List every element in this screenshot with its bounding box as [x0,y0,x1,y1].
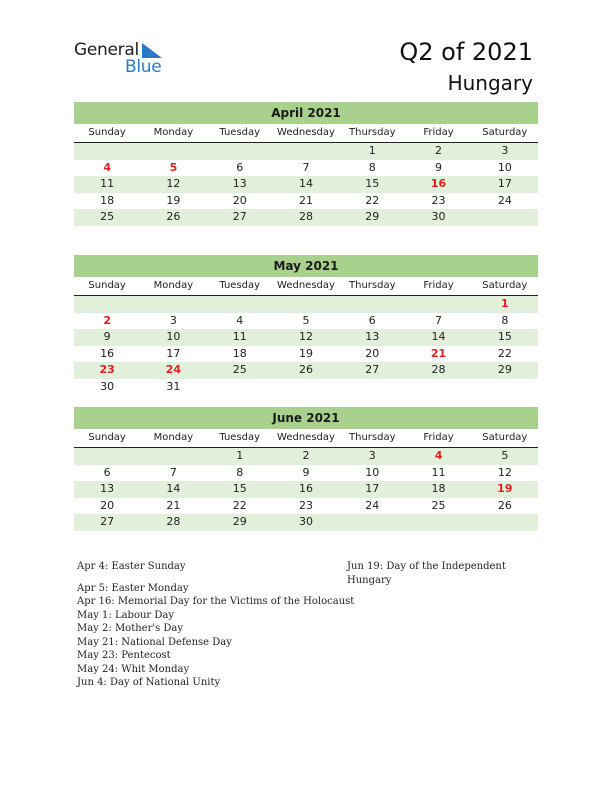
week-rows [74,296,538,396]
day-cell: 19 [298,346,313,360]
general-blue-logo [74,40,174,80]
day-cell: 6 [368,313,376,327]
day-cell: 18 [232,346,247,360]
week-row [74,514,538,531]
day-cell: 4 [103,160,111,174]
holiday-entry: Hungary [347,574,392,586]
week-row [74,313,538,330]
day-cell: 6 [103,465,111,479]
day-cell: 1 [236,449,244,462]
day-cell: 27 [232,210,247,224]
day-cell: 8 [236,465,244,479]
day-cell: 5 [501,449,509,462]
weekday-label: Friday [423,280,454,291]
day-cell: 14 [166,482,181,496]
weekday-label: Tuesday [219,127,261,138]
day-cell: 2 [302,449,310,462]
day-cell: 27 [100,515,115,529]
day-cell: 7 [435,313,443,327]
day-cell [472,514,538,531]
day-cell: 29 [232,515,247,529]
day-cell: 22 [365,193,380,207]
week-row [74,193,538,210]
weekday-label: Tuesday [219,432,261,443]
day-cell: 3 [501,144,509,157]
day-cell: 1 [368,144,376,157]
day-cell: 3 [368,449,376,462]
day-cell: 4 [434,449,443,462]
day-cell: 13 [365,330,380,344]
day-cell: 17 [365,482,380,496]
day-cell: 19 [166,193,181,207]
day-cell: 10 [497,160,512,174]
week-rows [74,143,538,226]
day-cell [74,296,140,313]
weekday-header-row [74,429,538,448]
week-row [74,296,538,313]
day-cell [273,143,339,160]
weekday-label: Wednesday [277,127,335,138]
day-cell: 28 [431,363,446,377]
month-title: May 2021 [74,255,538,277]
week-row [74,346,538,363]
week-row [74,465,538,482]
weekday-label: Thursday [349,127,396,138]
day-cell: 8 [368,160,376,174]
day-cell: 17 [166,346,181,360]
day-cell: 8 [501,313,509,327]
day-cell: 13 [232,177,247,191]
weekday-label: Thursday [349,280,396,291]
month-title: April 2021 [74,102,538,124]
day-cell: 2 [435,144,443,157]
day-cell: 25 [232,363,247,377]
day-cell: 11 [100,177,115,191]
day-cell: 20 [100,498,115,512]
day-cell: 29 [365,210,380,224]
day-cell: 21 [298,193,313,207]
weekday-label: Wednesday [277,432,335,443]
day-cell: 20 [232,193,247,207]
day-cell: 24 [497,193,512,207]
day-cell: 30 [298,515,313,529]
logo-word-blue: Blue [125,57,162,77]
country-name: Hungary [447,71,533,95]
day-cell: 25 [431,498,446,512]
day-cell: 14 [298,177,313,191]
day-cell: 22 [497,346,512,360]
calendar-june [74,407,538,531]
week-row [74,481,538,498]
weekday-label: Sunday [88,280,126,291]
day-cell: 30 [431,210,446,224]
day-cell: 19 [497,482,513,496]
day-cell: 23 [99,363,115,377]
calendar-may [74,255,538,396]
day-cell: 18 [431,482,446,496]
day-cell: 9 [103,330,111,344]
day-cell: 12 [298,330,313,344]
day-cell: 1 [501,297,509,310]
weekday-header-row [74,124,538,143]
weekday-label: Monday [153,432,194,443]
day-cell: 31 [166,379,181,393]
weekday-label: Saturday [482,280,528,291]
day-cell [207,379,273,396]
weekday-label: Saturday [482,432,528,443]
day-cell: 5 [302,313,310,327]
day-cell [207,296,273,313]
day-cell [273,379,339,396]
day-cell: 18 [100,193,115,207]
week-row [74,379,538,396]
day-cell [140,296,206,313]
day-cell: 29 [497,363,512,377]
day-cell [472,379,538,396]
day-cell: 28 [298,210,313,224]
week-row [74,498,538,515]
week-row [74,209,538,226]
week-row [74,176,538,193]
day-cell: 2 [103,313,111,327]
day-cell [405,514,471,531]
day-cell: 21 [430,346,447,360]
day-cell [472,209,538,226]
day-cell: 26 [298,363,313,377]
day-cell: 7 [169,465,177,479]
day-cell: 4 [236,313,244,327]
weekday-label: Tuesday [219,280,261,291]
day-cell: 30 [100,379,115,393]
day-cell [405,379,471,396]
holiday-list-left [77,560,354,690]
day-cell: 13 [100,482,115,496]
page-title: Q2 of 2021 [399,38,533,66]
day-cell: 5 [169,160,178,174]
day-cell: 10 [166,330,181,344]
day-cell: 15 [365,177,380,191]
day-cell: 26 [497,498,512,512]
day-cell: 22 [232,498,247,512]
weekday-label: Sunday [88,127,126,138]
day-cell: 25 [100,210,115,224]
month-title: June 2021 [74,407,538,429]
day-cell: 20 [365,346,380,360]
day-cell: 28 [166,515,181,529]
day-cell: 16 [100,346,115,360]
day-cell [273,296,339,313]
day-cell [207,143,273,160]
day-cell [339,514,405,531]
week-row [74,448,538,465]
holiday-entry: May 21: National Defense Day [77,636,232,648]
day-cell [140,143,206,160]
day-cell: 23 [298,498,313,512]
day-cell: 21 [166,498,181,512]
holiday-entry: Jun 4: Day of National Unity [77,677,221,688]
holiday-entry: Apr 4: Easter Sunday [77,561,186,572]
weekday-label: Wednesday [277,280,335,291]
holiday-entry: May 2: Mother's Day [77,623,184,634]
logo-word-general: General [74,40,139,60]
day-cell: 15 [232,482,247,496]
day-cell: 23 [431,193,446,207]
day-cell [339,296,405,313]
day-cell: 10 [365,465,380,479]
week-row [74,160,538,177]
day-cell: 27 [365,363,380,377]
holiday-entry: May 1: Labour Day [77,609,174,621]
day-cell: 3 [169,313,177,327]
weekday-label: Monday [153,280,194,291]
day-cell: 9 [302,465,310,479]
week-rows [74,448,538,531]
day-cell: 11 [431,465,446,479]
weekday-label: Monday [153,127,194,138]
day-cell: 26 [166,210,181,224]
holiday-entry: Apr 5: Easter Monday [77,582,189,594]
day-cell: 24 [365,498,380,512]
weekday-label: Friday [423,432,454,443]
week-row [74,362,538,379]
weekday-label: Saturday [482,127,528,138]
day-cell: 24 [165,363,182,377]
calendar-april [74,102,538,226]
day-cell [405,296,471,313]
day-cell [74,143,140,160]
weekday-label: Thursday [349,432,396,443]
day-cell: 14 [431,330,446,344]
weekday-label: Sunday [88,432,126,443]
day-cell [74,448,140,465]
day-cell: 6 [236,160,244,174]
day-cell: 12 [166,177,181,191]
holiday-entry: May 24: Whit Monday [77,663,190,675]
week-row [74,143,538,160]
day-cell [140,448,206,465]
day-cell: 16 [298,482,313,496]
day-cell: 7 [302,160,310,174]
day-cell: 9 [435,160,443,174]
weekday-label: Friday [423,127,454,138]
day-cell: 16 [430,177,447,191]
day-cell: 17 [497,177,512,191]
day-cell [339,379,405,396]
day-cell: 12 [497,465,512,479]
day-cell: 11 [232,330,247,344]
holiday-entry: Apr 16: Memorial Day for the Victims of the Holocaust [77,596,355,607]
holiday-entry: Jun 19: Day of the Independent [347,561,506,572]
week-row [74,329,538,346]
holiday-entry: May 23: Pentecost [77,650,171,661]
holiday-list-right [347,560,506,587]
day-cell: 15 [497,330,512,344]
weekday-header-row [74,277,538,296]
